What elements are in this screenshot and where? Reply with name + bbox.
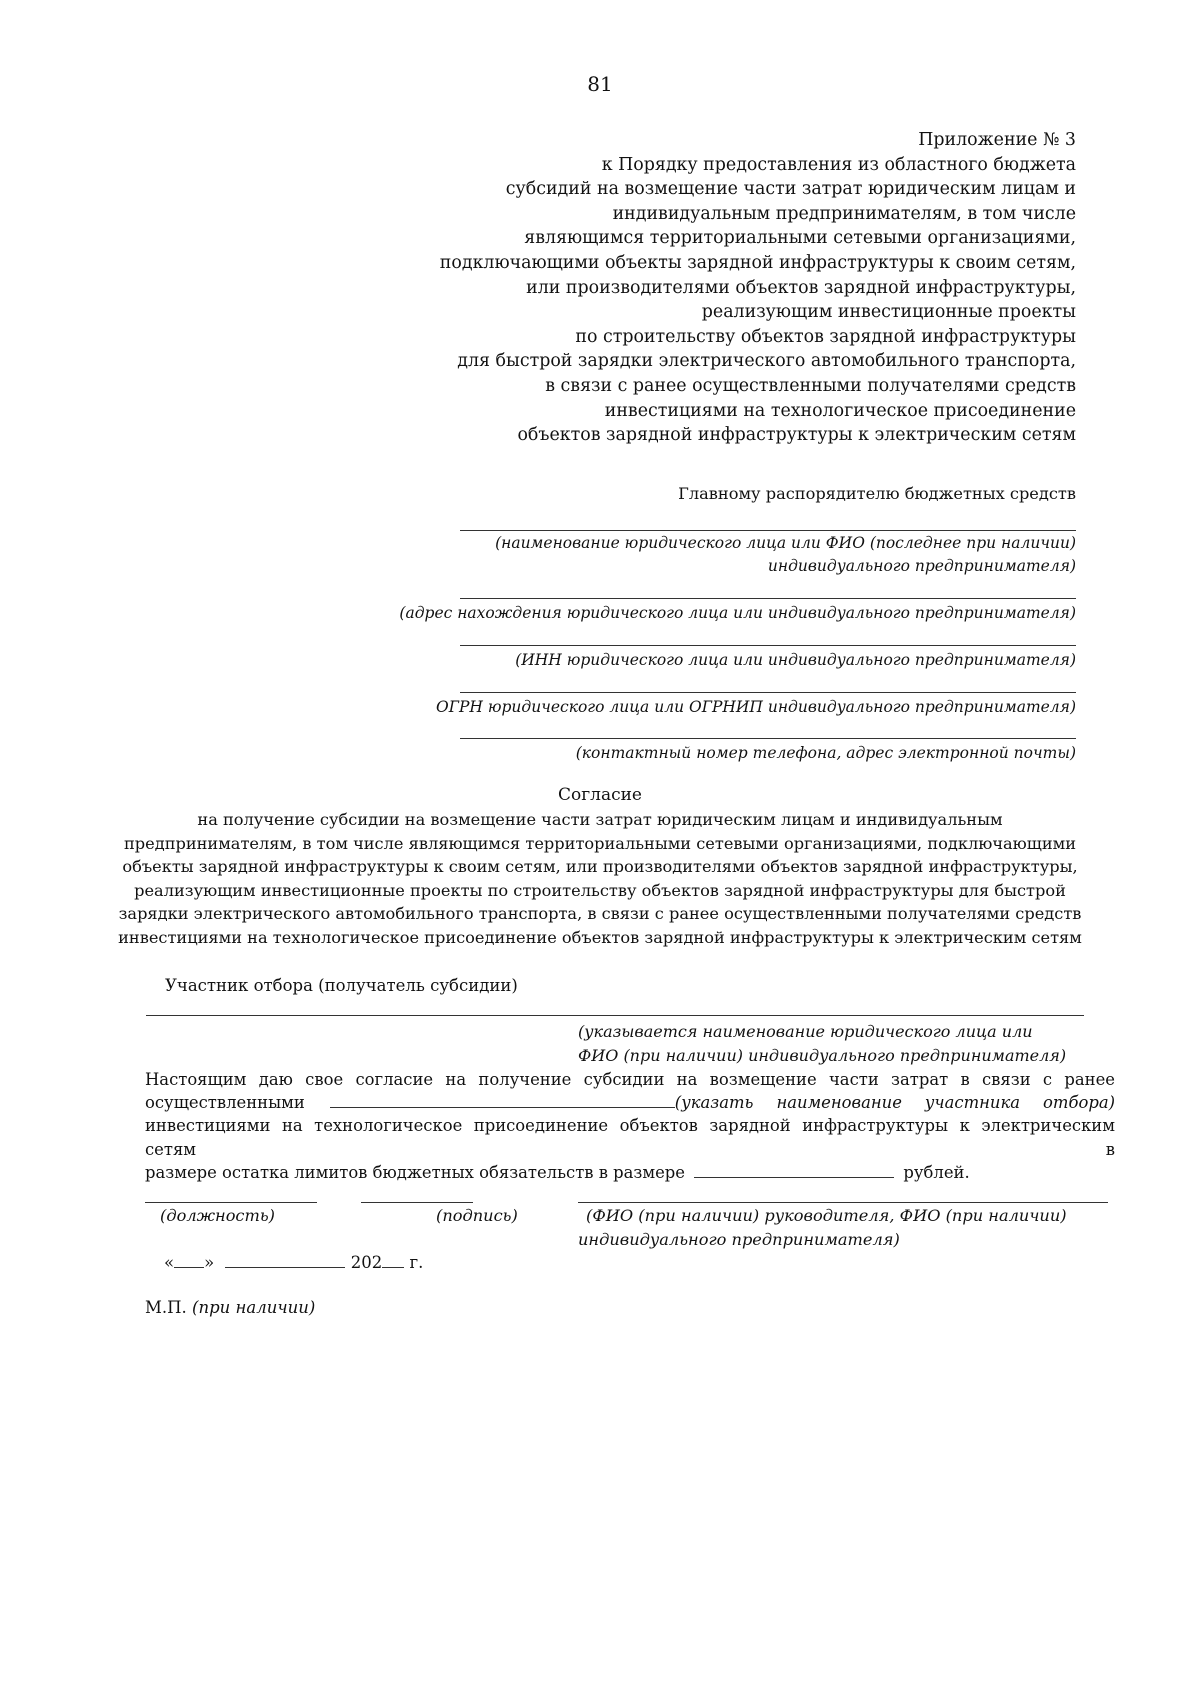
consent-line: реализующим инвестиционные проекты по строительству объектов зарядной инфраструктуры для быстрой (134, 880, 1066, 900)
contacts-field-line[interactable] (460, 738, 1076, 739)
stamp-place: М.П. (при наличии) (145, 1298, 316, 1317)
year-blank[interactable] (382, 1252, 404, 1268)
fio-caption: (ФИО (при наличии) руководителя, ФИО (при наличии) индивидуального предпринимателя) (578, 1206, 1067, 1249)
header-line: индивидуальным предпринимателям, в том числе (612, 203, 1076, 224)
consent-statement (145, 1068, 1115, 1184)
date-line: « » 202 г. (164, 1253, 424, 1272)
statement-line-2: осуществленными (указать наименование участника отбора) (145, 1091, 1115, 1114)
ogrn-field-line[interactable] (460, 692, 1076, 693)
header-line: подключающими объекты зарядной инфраструктуры к своим сетям, (439, 252, 1076, 273)
position-caption: (должность) (160, 1206, 275, 1225)
inn-field-caption: (ИНН юридического лица или индивидуального предпринимателя) (515, 651, 1076, 669)
header-line: для быстрой зарядки электрического автомобильного транспорта, (457, 351, 1076, 372)
name-field-line[interactable] (460, 530, 1076, 531)
consent-line: на получение субсидии на возмещение части затрат юридическим лицам и индивидуальным (197, 810, 1003, 829)
addressee: Главному распорядителю бюджетных средств (678, 484, 1076, 503)
header-line: или производителями объектов зарядной инфраструктуры, (526, 277, 1076, 298)
statement-line-4: размере остатка лимитов бюджетных обязательств в размере рублей. (145, 1162, 970, 1182)
page-number: 81 (587, 72, 613, 96)
contacts-field-caption: (контактный номер телефона, адрес электронной почты) (575, 744, 1076, 762)
statement-line: инвестициями на технологическое присоединение объектов зарядной инфраструктуры к электрическим сетям в (145, 1116, 1115, 1159)
name-field-caption: (наименование юридического лица или ФИО (последнее при наличии) индивидуального предпринимателя) (495, 534, 1076, 575)
consent-line: инвестициями на технологическое присоединение объектов зарядной инфраструктуры к электрическим сетям (118, 927, 1082, 947)
inn-field-line[interactable] (460, 645, 1076, 646)
header-line: инвестициями на технологическое присоединение (604, 400, 1076, 421)
participant-name-hint: (указать наименование участника отбора) (674, 1093, 1115, 1113)
ogrn-field-caption: ОГРН юридического лица или ОГРНИП индивидуального предпринимателя) (436, 698, 1076, 716)
statement-line: Настоящим даю свое согласие на получение субсидии на возмещение части затрат в связи с ранее (145, 1070, 1115, 1089)
header-line: субсидий на возмещение части затрат юридическим лицам и (505, 179, 1076, 200)
header-line: объектов зарядной инфраструктуры к электрическим сетям (517, 425, 1076, 446)
header-line: являющимся территориальными сетевыми организациями, (524, 228, 1076, 249)
header-line: реализующим инвестиционные проекты (701, 302, 1076, 323)
participant-caption: (указывается наименование юридического лица или ФИО (при наличии) индивидуального предпринимателя) (578, 1022, 1067, 1065)
month-blank[interactable] (225, 1252, 345, 1268)
header-line: Приложение № 3 (918, 130, 1076, 150)
signature-line[interactable] (361, 1202, 473, 1203)
position-line[interactable] (145, 1202, 317, 1203)
signature-caption: (подпись) (436, 1206, 518, 1225)
day-blank[interactable] (174, 1252, 204, 1268)
header-line: в связи с ранее осуществленными получателями средств (545, 375, 1076, 396)
header-line: к Порядку предоставления из областного бюджета (601, 154, 1076, 175)
participant-label: Участник отбора (получатель субсидии) (165, 976, 518, 995)
consent-body (0, 808, 1200, 949)
participant-name-line[interactable] (146, 1015, 1084, 1016)
amount-blank[interactable] (694, 1162, 894, 1178)
address-field-line[interactable] (460, 598, 1076, 599)
header-line: по строительству объектов зарядной инфраструктуры (575, 326, 1076, 347)
consent-line: зарядки электрического автомобильного транспорта, в связи с ранее осуществленными получателями средств (118, 904, 1082, 923)
consent-title: Согласие (558, 785, 642, 805)
address-field-caption: (адрес нахождения юридического лица или индивидуального предпринимателя) (399, 604, 1076, 622)
appendix-header (440, 128, 1076, 448)
consent-line: предпринимателям, в том числе являющимся территориальными сетевыми организациями, подключающими (124, 833, 1076, 853)
consent-line: объекты зарядной инфраструктуры к своим сетям, или производителями объектов зарядной инфраструктуры, (122, 857, 1078, 876)
participant-name-blank[interactable] (330, 1092, 675, 1108)
fio-line[interactable] (578, 1202, 1108, 1203)
